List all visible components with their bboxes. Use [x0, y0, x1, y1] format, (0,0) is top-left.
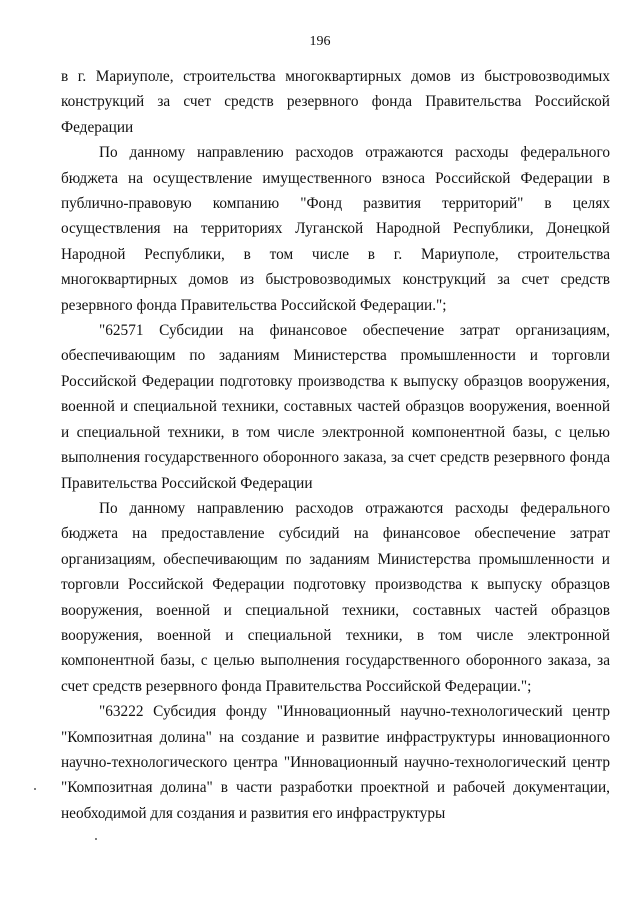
page-number: 196: [309, 34, 331, 49]
paragraph-expense-description-defense: По данному направлению расходов отражаются расходы федерального бюджета на предоставление субсидий на финансовое обеспечение затрат организациям, обеспечивающим по заданиям Министерства промышленности и торговли Российской Федерации подготовку производства к выпуску образцов вооружения, военной и специальной техники, составных частей образцов вооружения, военной и специальной техники, в том числе электронной компонентной базы, с целью выполнения государственного оборонного заказа, за счет средств резервного фонда Правительства Российской Федерации.";: [61, 499, 610, 695]
scan-speck: [95, 838, 97, 840]
paragraph-code-62571: "62571 Субсидии на финансовое обеспечение затрат организациям, обеспечивающим по заданиям Министерства промышленности и торговли Российской Федерации подготовку производства к выпуску образцов вооружения, военной и специальной техники, составных частей образцов вооружения, военной и специальной техники, в том числе электронной компонентной базы, с целью выполнения государственного оборонного заказа, за счет средств резервного фонда Правительства Российской Федерации: [61, 322, 610, 492]
document-body: [61, 64, 610, 826]
paragraph-expense-description-housing: По данному направлению расходов отражаются расходы федерального бюджета на осуществление имущественного взноса Российской Федерации в публично-правовую компанию "Фонд развития территорий" в целях осуществления на территориях Луганской Народной Республики, Донецкой Народной Республики, в том числе в г. Мариуполе, строительства многоквартирных домов из быстровозводимых конструкций за счет средств резервного фонда Правительства Российской Федерации.";: [61, 144, 610, 314]
paragraph-code-63222: "63222 Субсидия фонду "Инновационный научно-технологический центр "Композитная долина" на создание и развитие инфраструктуры инновационного научно-технологического центра "Инновационный научно-технологический центр "Композитная долина" в части разработки проектной и рабочей документации, необходимой для создания и развития его инфраструктуры: [61, 703, 610, 822]
paragraph-continuation: в г. Мариуполе, строительства многоквартирных домов из быстровозводимых конструкций за счет средств резервного фонда Правительства Российской Федерации: [61, 68, 610, 136]
scan-speck: [34, 788, 36, 790]
